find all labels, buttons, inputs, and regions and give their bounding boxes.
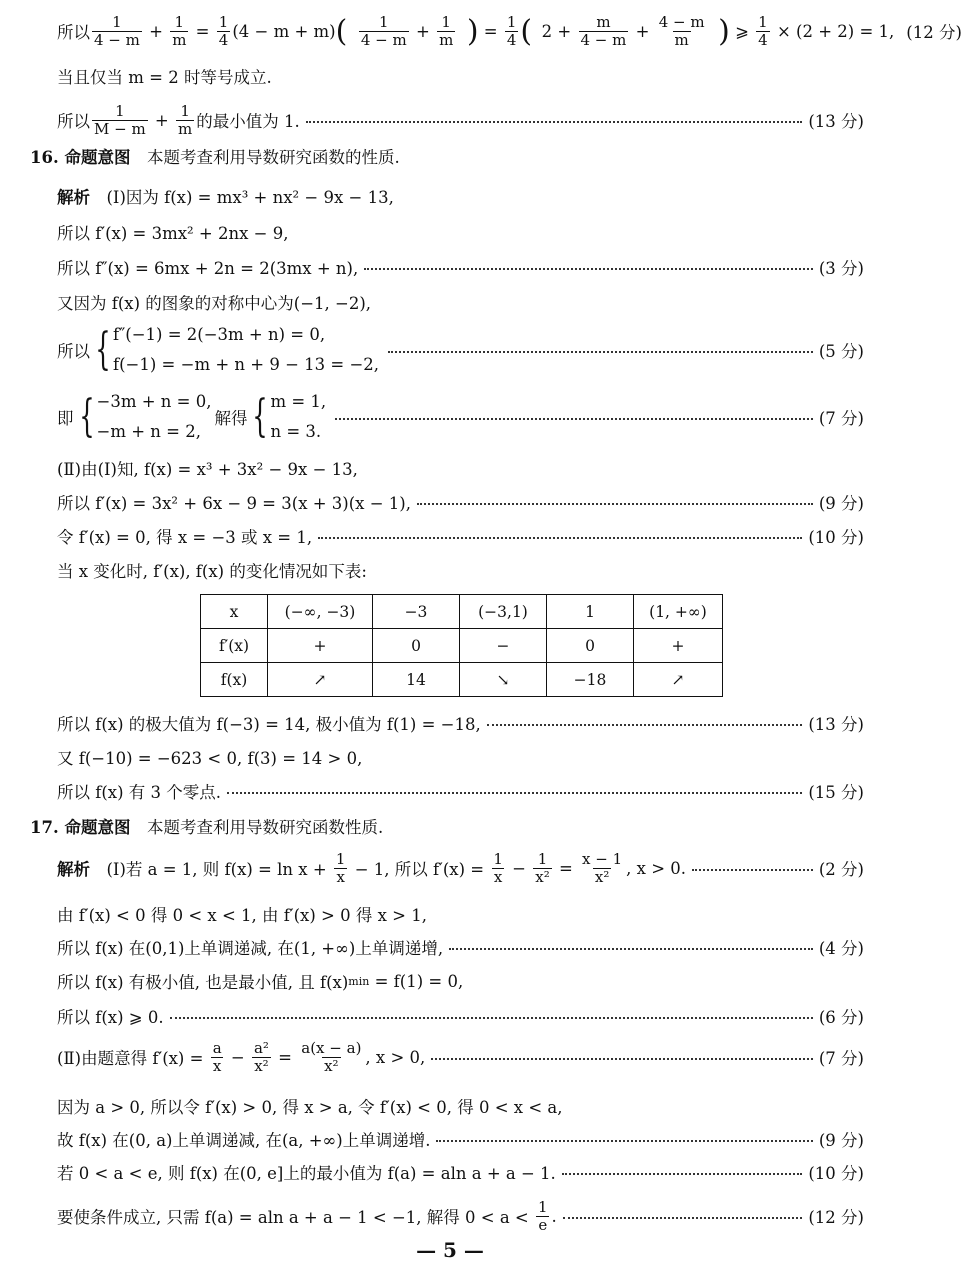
leader-dots xyxy=(436,1140,812,1142)
fraction xyxy=(657,14,707,49)
leader-dots xyxy=(170,1017,813,1019)
score-points: (15 分) xyxy=(808,783,864,802)
table-cell: 0 xyxy=(373,629,460,663)
variation-table xyxy=(200,594,723,697)
denominator: x² xyxy=(324,1056,339,1075)
score-points: (13 分) xyxy=(808,715,864,734)
fraction xyxy=(533,851,551,886)
text-run: 2 + xyxy=(541,21,577,41)
text-run: 当且仅当 m = 2 时等号成立. xyxy=(57,68,272,87)
score-points: (3 分) xyxy=(818,259,864,278)
line-text xyxy=(57,711,481,735)
denominator: x² xyxy=(594,867,610,886)
fraction xyxy=(359,14,409,49)
text-run: 令 f′(x) = 0, 得 x = −3 或 x = 1, xyxy=(57,528,313,547)
line-text xyxy=(57,14,894,49)
text-run: , x > 0, xyxy=(365,1047,426,1067)
fraction xyxy=(176,103,194,138)
solution-line xyxy=(57,740,864,774)
solution-line xyxy=(57,285,864,319)
solution-line xyxy=(57,1155,864,1189)
system-equation: f(−1) = −m + n + 9 − 13 = −2, xyxy=(113,355,380,374)
denominator: m xyxy=(172,30,187,49)
line-text xyxy=(57,387,329,447)
numerator: 1 xyxy=(180,101,190,120)
line-text xyxy=(30,814,383,838)
score-points: (10 分) xyxy=(808,1164,864,1183)
line-text xyxy=(57,255,358,279)
text-run: 所以 f′(x) = 3mx² + 2nx − 9, xyxy=(57,224,289,243)
solution-line xyxy=(57,451,864,485)
score-points: (6 分) xyxy=(818,1008,864,1027)
section-heading xyxy=(30,809,864,843)
fraction xyxy=(579,14,629,49)
leader-dots xyxy=(227,792,802,794)
line-text xyxy=(57,1127,430,1151)
numerator: x − 1 xyxy=(582,849,623,868)
denominator: 4 − m xyxy=(94,30,140,49)
section-heading xyxy=(30,139,864,173)
fraction xyxy=(92,14,142,49)
solution-line xyxy=(57,324,864,375)
leader-dots xyxy=(431,1058,813,1060)
equation-system xyxy=(93,320,379,380)
text-run: = xyxy=(478,21,503,41)
table-cell: + xyxy=(634,629,723,663)
system-equation: m = 1, xyxy=(270,392,327,411)
numerator: 1 xyxy=(538,1197,548,1216)
line-text xyxy=(57,103,300,138)
denominator: 4 xyxy=(506,30,517,49)
numerator: 1 xyxy=(112,12,122,31)
table-cell: (1, +∞) xyxy=(634,595,723,629)
text-run: 又因为 f(x) 的图象的对称中心为(−1, −2), xyxy=(57,294,372,313)
text-run: ) xyxy=(708,13,730,49)
table-cell: + xyxy=(268,629,373,663)
solution-line xyxy=(57,391,864,442)
text-run: (Ⅰ)若 a = 1, 则 f(x) = ln x + xyxy=(90,860,332,879)
numerator: 1 xyxy=(379,12,389,31)
line-text xyxy=(57,969,463,993)
line-text xyxy=(57,64,272,88)
fraction xyxy=(334,851,348,886)
solution-line xyxy=(57,519,864,553)
line-text xyxy=(57,220,288,244)
fraction xyxy=(536,1199,550,1234)
score-points: (9 分) xyxy=(818,494,864,513)
solution-line xyxy=(57,999,864,1033)
score-points: (12 分) xyxy=(808,1208,864,1227)
equation-system xyxy=(250,387,326,447)
denominator: M − m xyxy=(94,119,146,138)
line-text xyxy=(57,1004,164,1028)
solution-line xyxy=(57,1199,864,1233)
fraction xyxy=(299,1040,363,1075)
line-text xyxy=(57,1094,563,1118)
text-run: 所以 xyxy=(57,342,90,361)
solution-line xyxy=(57,897,864,931)
fraction xyxy=(505,14,519,49)
score-points: (7 分) xyxy=(818,1049,864,1068)
bold-label: 解析 xyxy=(57,188,90,207)
text-run: 所以 f″(x) = 6mx + 2n = 2(3mx + n), xyxy=(57,259,359,278)
leader-dots xyxy=(318,537,802,539)
text-run: + xyxy=(149,110,175,130)
solution-line xyxy=(57,179,864,213)
bold-label: 解析 xyxy=(57,860,90,879)
denominator: x² xyxy=(254,1056,269,1075)
text-run: = xyxy=(553,858,579,878)
text-run: + xyxy=(143,21,169,41)
table-row xyxy=(201,663,723,697)
numerator: 1 xyxy=(115,101,125,120)
line-text xyxy=(57,490,411,514)
solution-line xyxy=(57,930,864,964)
text-run: 的最小值为 1. xyxy=(196,112,300,131)
text-run: − xyxy=(225,1047,250,1067)
table-cell: ↗ xyxy=(268,663,373,697)
left-brace: { xyxy=(95,324,111,375)
text-run: = xyxy=(190,21,215,41)
numerator: 1 xyxy=(174,12,185,31)
table-cell: 0 xyxy=(547,629,634,663)
bold-label: 17. 命题意图 xyxy=(30,818,131,837)
text-run: − xyxy=(506,858,532,878)
solution-line xyxy=(57,485,864,519)
fraction xyxy=(170,14,188,49)
line-text xyxy=(57,902,427,926)
text-run: 若 0 < a < e, 则 f(x) 在(0, e]上的最小值为 f(a) = aln a + a − 1. xyxy=(57,1164,556,1183)
leader-dots xyxy=(692,869,813,871)
fraction xyxy=(217,14,231,49)
text-run: + xyxy=(630,21,655,41)
table-cell: 14 xyxy=(373,663,460,697)
denominator: 4 − m xyxy=(580,30,627,49)
text-run: 所以 f(x) ⩾ 0. xyxy=(57,1008,164,1027)
text-run: 所以 xyxy=(57,23,90,42)
solution-line xyxy=(57,1122,864,1156)
text-run: 所以 f(x) 有 3 个零点. xyxy=(57,783,222,802)
leader-dots xyxy=(562,1173,803,1175)
text-run: (Ⅱ)由题意得 f′(x) = xyxy=(57,1049,209,1068)
solution-line xyxy=(57,964,864,998)
bold-label: 16. 命题意图 xyxy=(30,148,131,167)
line-text xyxy=(57,524,312,548)
numerator: m xyxy=(596,12,611,31)
text-run: 当 x 变化时, f′(x), f(x) 的变化情况如下表: xyxy=(57,562,367,581)
text-run: 所以 xyxy=(57,112,90,131)
table-cell: (−3,1) xyxy=(460,595,547,629)
leader-dots xyxy=(487,724,803,726)
table-cell: −3 xyxy=(373,595,460,629)
solution-line xyxy=(57,553,864,587)
solution-line xyxy=(57,215,864,249)
page-number: — 5 — xyxy=(416,1238,484,1262)
table-cell: f′(x) xyxy=(201,629,268,663)
table-row xyxy=(201,629,723,663)
line-text xyxy=(57,456,358,480)
table-cell: −18 xyxy=(547,663,634,697)
score-points: (2 分) xyxy=(818,860,864,879)
equation-system xyxy=(77,387,212,447)
text-run: 要使条件成立, 只需 f(a) = aln a + a − 1 < −1, 解得 0 < a < xyxy=(57,1208,534,1227)
system-equation: −m + n = 2, xyxy=(96,422,201,441)
denominator: m xyxy=(178,119,193,138)
system-equation: −3m + n = 0, xyxy=(96,392,212,411)
table-cell: 1 xyxy=(547,595,634,629)
text-run: (Ⅰ)因为 f(x) = mx³ + nx² − 9x − 13, xyxy=(90,188,394,207)
text-run: 所以 f(x) 在(0,1)上单调递减, 在(1, +∞)上单调递增, xyxy=(57,939,444,958)
text-run: = f(1) = 0, xyxy=(369,971,464,991)
text-run: (Ⅱ)由(Ⅰ)知, f(x) = x³ + 3x² − 9x − 13, xyxy=(57,460,358,479)
line-text xyxy=(57,558,367,582)
solution-line xyxy=(57,774,864,808)
fraction xyxy=(491,851,505,886)
line-text xyxy=(57,1199,557,1234)
table-row xyxy=(201,595,723,629)
denominator: x xyxy=(212,1056,222,1075)
left-brace: { xyxy=(78,391,95,442)
text-run: ( xyxy=(520,13,542,49)
denominator: x xyxy=(336,867,345,886)
fraction xyxy=(252,1040,271,1075)
table-cell: ↘ xyxy=(460,663,547,697)
line-text xyxy=(57,290,371,314)
score-points: (4 分) xyxy=(818,939,864,958)
text-run: 所以 f(x) 的极大值为 f(−3) = 14, 极小值为 f(1) = −18, xyxy=(57,715,481,734)
numerator: 1 xyxy=(506,12,517,31)
numerator: 1 xyxy=(218,12,229,31)
leader-dots xyxy=(417,503,813,505)
leader-dots xyxy=(335,418,813,420)
table-cell: (−∞, −3) xyxy=(268,595,373,629)
numerator: 1 xyxy=(537,849,548,868)
leader-dots xyxy=(388,351,813,353)
text-run: . xyxy=(551,1206,557,1226)
leader-dots xyxy=(449,948,813,950)
score-points: (10 分) xyxy=(808,528,864,547)
denominator: m xyxy=(674,30,689,49)
denominator: x xyxy=(493,867,503,886)
text-run: ) xyxy=(457,13,479,49)
leader-dots xyxy=(364,268,813,270)
score-points: (5 分) xyxy=(818,342,864,361)
text-run: − 1, 所以 f′(x) = xyxy=(349,860,490,879)
denominator: 4 xyxy=(758,30,768,49)
solution-line xyxy=(57,12,962,49)
line-text xyxy=(57,1160,556,1184)
numerator: a² xyxy=(253,1038,269,1057)
text-run: 解得 xyxy=(214,409,248,428)
text-run: ⩾ xyxy=(729,21,755,41)
denominator: m xyxy=(439,30,454,49)
system-equation: f″(−1) = 2(−3m + n) = 0, xyxy=(113,325,326,344)
text-run: + xyxy=(410,21,436,41)
solution-line xyxy=(57,706,864,740)
numerator: 4 − m xyxy=(658,12,705,31)
system-equation: n = 3. xyxy=(270,422,322,441)
score-points: (12 分) xyxy=(906,23,962,42)
solution-line xyxy=(57,103,864,137)
left-brace: { xyxy=(252,391,269,442)
solution-line xyxy=(57,250,864,284)
denominator: 4 − m xyxy=(360,30,407,49)
numerator: a xyxy=(212,1038,222,1057)
text-run: 所以 f′(x) = 3x² + 6x − 9 = 3(x + 3)(x − 1), xyxy=(57,494,411,513)
solution-line xyxy=(57,1089,864,1123)
text-run: min xyxy=(348,974,370,988)
line-text xyxy=(57,184,394,208)
denominator: e xyxy=(538,1215,548,1234)
solution-line xyxy=(57,1040,864,1074)
table-cell: − xyxy=(460,629,547,663)
table-cell: f(x) xyxy=(201,663,268,697)
numerator: 1 xyxy=(493,849,503,868)
numerator: 1 xyxy=(441,12,451,31)
leader-dots xyxy=(563,1217,803,1219)
denominator: 4 xyxy=(218,30,229,49)
numerator: 1 xyxy=(758,12,768,31)
table-cell: ↗ xyxy=(634,663,723,697)
fraction xyxy=(437,14,455,49)
line-text xyxy=(57,320,382,380)
line-text xyxy=(57,935,443,959)
leader-dots xyxy=(306,121,803,123)
text-run: 本题考查利用导数研究函数的性质. xyxy=(130,148,400,167)
line-text xyxy=(57,851,686,886)
text-run: 本题考查利用导数研究函数性质. xyxy=(130,818,384,837)
text-run: , x > 0. xyxy=(626,858,687,878)
numerator: 1 xyxy=(335,849,346,868)
text-run: 故 f(x) 在(0, a)上单调递减, 在(a, +∞)上单调递增. xyxy=(57,1131,431,1150)
text-run: 由 f′(x) < 0 得 0 < x < 1, 由 f′(x) > 0 得 x > 1, xyxy=(57,906,427,925)
fraction xyxy=(580,851,624,886)
score-points: (13 分) xyxy=(808,112,864,131)
text-run: × (2 + 2) = 1, xyxy=(771,21,895,41)
fraction xyxy=(92,103,148,138)
fraction xyxy=(211,1040,224,1075)
text-run: ( xyxy=(335,13,357,49)
score-points: (9 分) xyxy=(818,1131,864,1150)
solution-line xyxy=(57,851,864,885)
line-text xyxy=(57,745,362,769)
text-run: 所以 f(x) 有极小值, 也是最小值, 且 f(x) xyxy=(57,973,349,992)
table-cell: x xyxy=(201,595,268,629)
text-run: 又 f(−10) = −623 < 0, f(3) = 14 > 0, xyxy=(57,749,363,768)
score-points: (7 分) xyxy=(818,409,864,428)
line-text xyxy=(30,144,400,168)
text-run: 因为 a > 0, 所以令 f′(x) > 0, 得 x > a, 令 f′(x) < 0, 得 0 < x < a, xyxy=(57,1098,563,1117)
solution-line xyxy=(57,59,864,93)
text-run: (4 − m + m) xyxy=(232,21,336,41)
numerator: a(x − a) xyxy=(301,1038,362,1057)
denominator: x² xyxy=(535,867,550,886)
line-text xyxy=(57,779,221,803)
fraction xyxy=(756,14,770,49)
line-text xyxy=(57,1040,425,1075)
text-run: 即 xyxy=(57,409,74,428)
text-run: = xyxy=(272,1047,298,1067)
